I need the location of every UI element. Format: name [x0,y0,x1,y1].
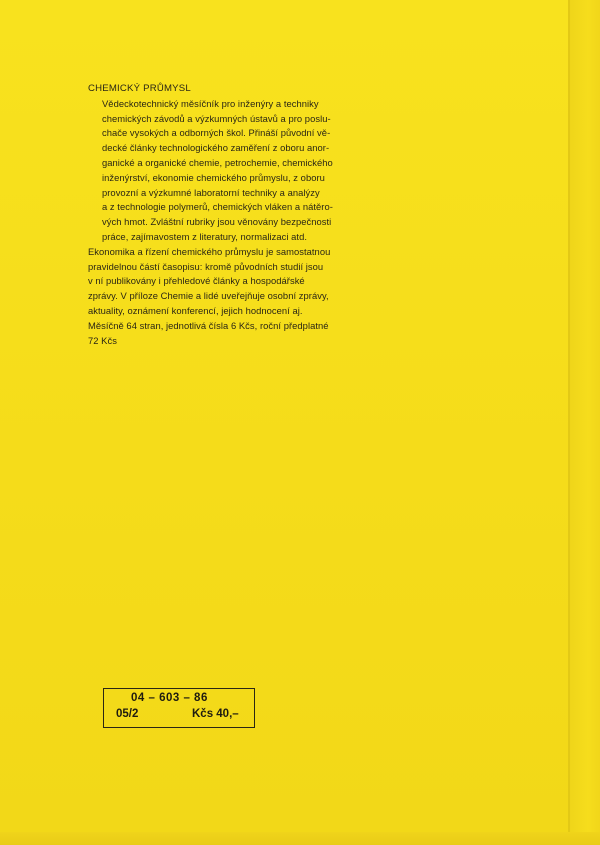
issue-number: 05/2 [116,708,139,720]
paragraph-subscription [88,319,402,349]
journal-title: CHEMICKÝ PRŮMYSL [88,83,191,94]
description-block [88,82,402,348]
text-line: v ní publikovány i přehledové články a hospodářské [88,275,305,287]
price: Kčs 40,– [192,708,239,720]
text-line: decké články technologického zaměření z oboru anor- [102,142,330,154]
text-line: Ekonomika a řízení chemického průmyslu je samostatnou [88,245,331,257]
text-line: chače vysokých a odborných škol. Přináší původní vě- [102,127,331,139]
text-line: chemických závodů a výzkumných ústavů a pro poslu- [102,112,331,124]
bottom-edge [0,832,600,845]
text-line: ganické a organické chemie, petrochemie, chemického [102,156,333,168]
text-line: a z technologie polymerů, chemických vláken a nátěro- [102,201,333,213]
text-line: vých hmot. Zvláštní rubriky jsou věnovány bezpečnosti [102,216,332,228]
catalog-code: 04 – 603 – 86 [131,692,208,704]
text-line: 72 Kčs [88,334,117,346]
price-box [103,688,255,728]
spine-edge [570,0,600,845]
text-line: pravidelnou částí časopisu: kromě původních studií jsou [88,260,324,272]
text-line: inženýrství, ekonomie chemického průmyslu, z oboru [102,171,325,183]
issue-price-row [116,708,239,720]
text-line: provozní a výzkumné laboratorní techniky a analýzy [102,186,320,198]
text-line: zprávy. V příloze Chemie a lidé uveřejňuje osobní zprávy, [88,290,329,302]
text-line: Měsíčně 64 stran, jednotlivá čísla 6 Kčs, roční předplatné [88,319,329,331]
paragraph-intro [88,97,402,245]
text-line: Vědeckotechnický měsíčník pro inženýry a techniky [102,97,319,109]
paragraph-economics [88,245,402,319]
text-line: práce, zajímavostem z literatury, normalizaci atd. [102,230,307,242]
text-line: aktuality, oznámení konferencí, jejich hodnocení aj. [88,304,303,316]
